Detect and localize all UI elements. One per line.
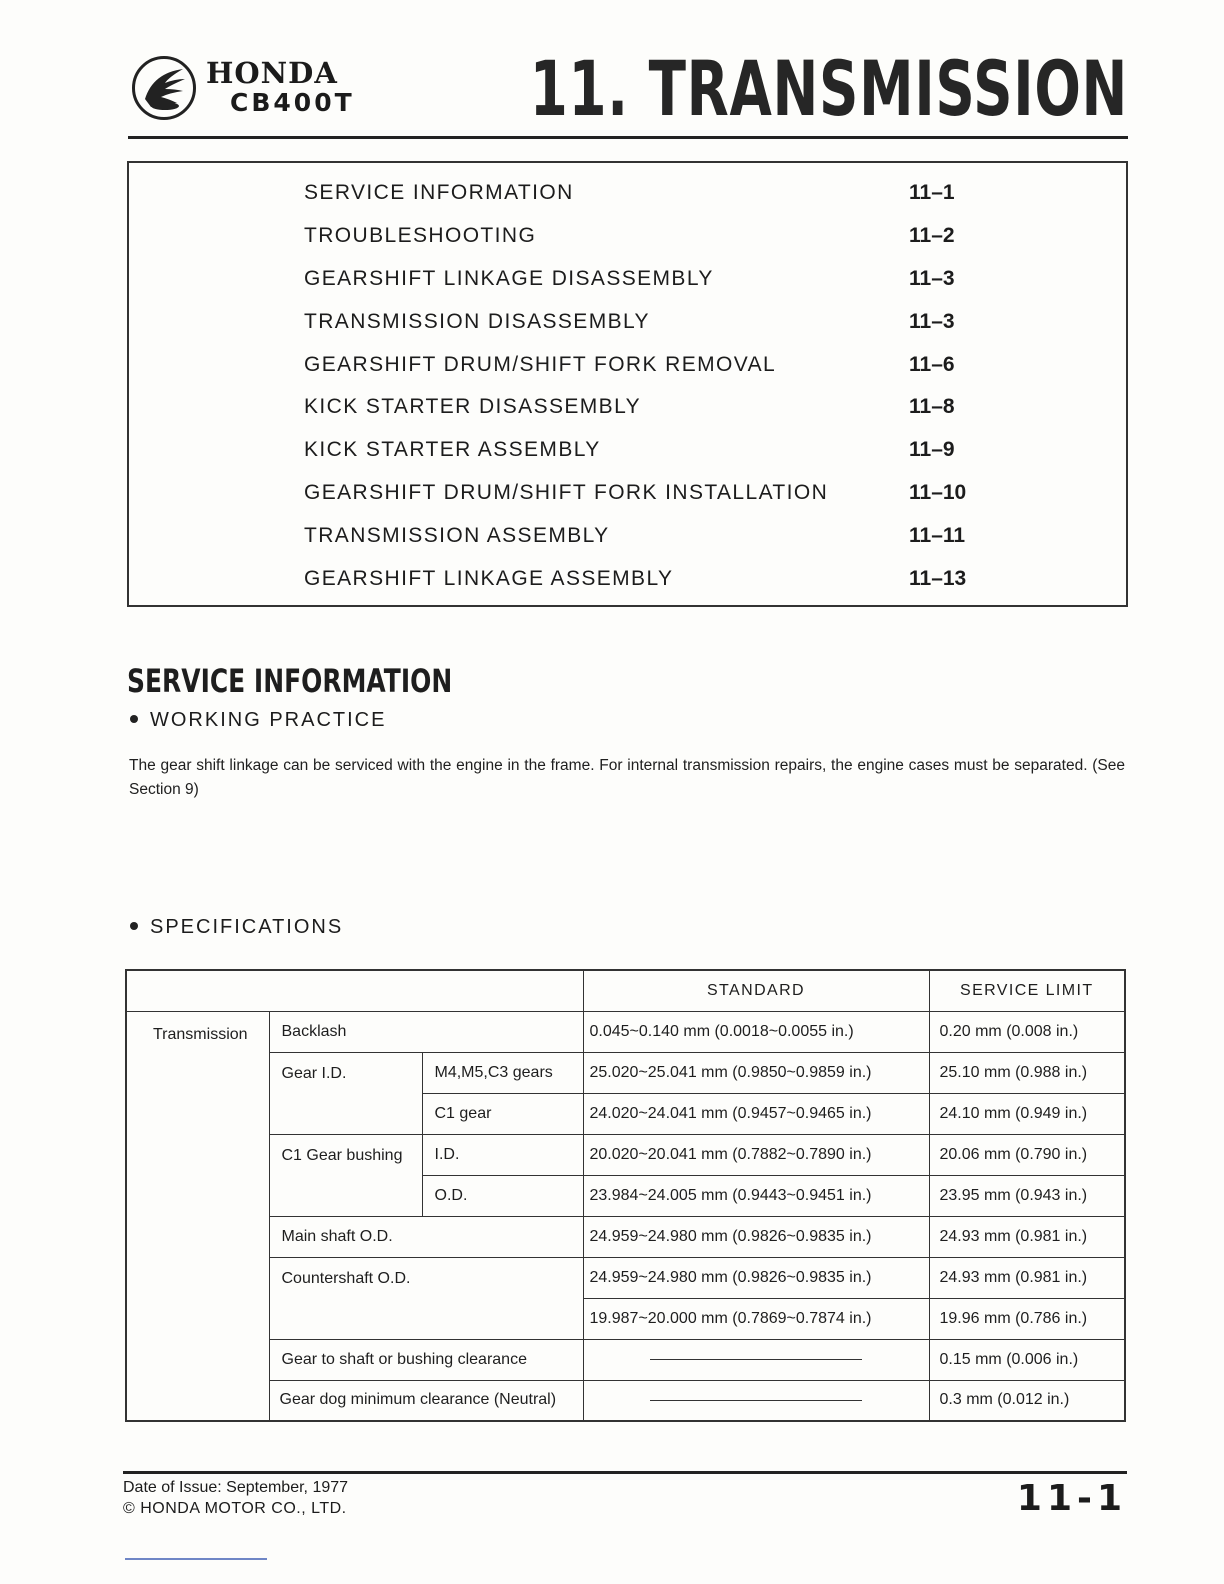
item-cell: Gear I.D. — [269, 1052, 422, 1134]
chapter-title: 11. TRANSMISSION — [529, 44, 1128, 133]
table-row — [126, 1216, 1125, 1257]
table-row — [126, 1134, 1125, 1175]
toc-item-page: 11–8 — [909, 395, 955, 418]
table-row — [126, 1339, 1125, 1380]
working-practice-heading — [130, 709, 386, 732]
standard-cell: 20.020~20.041 mm (0.7882~0.7890 in.) — [583, 1134, 929, 1175]
standard-cell-empty — [583, 1339, 929, 1380]
toc-item[interactable] — [304, 310, 1024, 340]
standard-cell: 25.020~25.041 mm (0.9850~0.9859 in.) — [583, 1052, 929, 1093]
specifications-label: SPECIFICATIONS — [150, 916, 344, 938]
limit-cell: 19.96 mm (0.786 in.) — [929, 1298, 1125, 1339]
toc-item-page: 11–1 — [909, 181, 955, 204]
bullet-icon — [130, 922, 138, 930]
toc-item-title: TRANSMISSION ASSEMBLY — [304, 524, 610, 547]
limit-cell: 0.3 mm (0.012 in.) — [929, 1380, 1125, 1421]
toc-item-title: GEARSHIFT DRUM/SHIFT FORK REMOVAL — [304, 353, 777, 376]
sub-item-cell: I.D. — [422, 1134, 583, 1175]
limit-cell: 25.10 mm (0.988 in.) — [929, 1052, 1125, 1093]
bullet-icon — [130, 715, 138, 723]
toc-item-page: 11–2 — [909, 224, 955, 247]
standard-cell: 0.045~0.140 mm (0.0018~0.0055 in.) — [583, 1011, 929, 1052]
dash-line — [650, 1359, 862, 1361]
sub-item-cell: M4,M5,C3 gears — [422, 1052, 583, 1093]
limit-cell: 24.10 mm (0.949 in.) — [929, 1093, 1125, 1134]
brand-name: HONDA — [206, 56, 338, 90]
dash-line — [650, 1400, 862, 1402]
toc-item[interactable] — [304, 438, 1024, 468]
limit-cell: 0.20 mm (0.008 in.) — [929, 1011, 1125, 1052]
standard-cell: 19.987~20.000 mm (0.7869~0.7874 in.) — [583, 1298, 929, 1339]
item-cell: Gear to shaft or bushing clearance — [269, 1339, 583, 1380]
table-row — [126, 1257, 1125, 1298]
toc-item-title: KICK STARTER DISASSEMBLY — [304, 395, 642, 418]
working-practice-label: WORKING PRACTICE — [150, 709, 387, 731]
section-heading: SERVICE INFORMATION — [127, 662, 453, 700]
item-cell: Gear dog minimum clearance (Neutral) — [269, 1380, 583, 1421]
item-cell: C1 Gear bushing — [269, 1134, 422, 1216]
toc-item-title: GEARSHIFT LINKAGE ASSEMBLY — [304, 567, 674, 590]
toc-item[interactable] — [304, 181, 1024, 211]
sub-item-cell: C1 gear — [422, 1093, 583, 1134]
standard-cell: 24.959~24.980 mm (0.9826~0.9835 in.) — [583, 1257, 929, 1298]
link-underline[interactable] — [125, 1558, 267, 1560]
item-cell: Countershaft O.D. — [269, 1257, 583, 1339]
page-number: 11-1 — [1016, 1478, 1127, 1519]
toc-item[interactable] — [304, 524, 1024, 554]
table-row — [126, 1011, 1125, 1052]
standard-cell: 24.959~24.980 mm (0.9826~0.9835 in.) — [583, 1216, 929, 1257]
toc-item[interactable] — [304, 481, 1024, 511]
header-service-limit: SERVICE LIMIT — [929, 970, 1125, 1011]
standard-cell: 24.020~24.041 mm (0.9457~0.9465 in.) — [583, 1093, 929, 1134]
toc-item-page: 11–9 — [909, 438, 955, 461]
limit-cell: 23.95 mm (0.943 in.) — [929, 1175, 1125, 1216]
toc-item[interactable] — [304, 267, 1024, 297]
category-cell: Transmission — [126, 1011, 269, 1421]
limit-cell: 20.06 mm (0.790 in.) — [929, 1134, 1125, 1175]
table-header-row — [126, 970, 1125, 1011]
model-name: CB400T — [230, 88, 355, 117]
toc-item-page: 11–6 — [909, 353, 955, 376]
standard-cell: 23.984~24.005 mm (0.9443~0.9451 in.) — [583, 1175, 929, 1216]
specifications-table — [125, 969, 1126, 1422]
toc-item-page: 11–13 — [909, 567, 967, 590]
toc-item-title: GEARSHIFT LINKAGE DISASSEMBLY — [304, 267, 714, 290]
copyright: © HONDA MOTOR CO., LTD. — [123, 1500, 347, 1517]
toc-item-title: GEARSHIFT DRUM/SHIFT FORK INSTALLATION — [304, 481, 829, 504]
limit-cell: 24.93 mm (0.981 in.) — [929, 1216, 1125, 1257]
toc-item-page: 11–3 — [909, 267, 955, 290]
limit-cell: 0.15 mm (0.006 in.) — [929, 1339, 1125, 1380]
sub-item-cell: O.D. — [422, 1175, 583, 1216]
header-standard: STANDARD — [583, 970, 929, 1011]
toc-item-title: KICK STARTER ASSEMBLY — [304, 438, 601, 461]
table-of-contents — [127, 161, 1128, 607]
issue-date: Date of Issue: September, 1977 — [123, 1479, 349, 1496]
toc-item-title: SERVICE INFORMATION — [304, 181, 574, 204]
toc-item-page: 11–10 — [909, 481, 967, 504]
toc-item[interactable] — [304, 395, 1024, 425]
footer-divider — [123, 1471, 1127, 1474]
honda-wing-logo-icon — [132, 56, 196, 120]
working-practice-text: The gear shift linkage can be serviced with the engine in the frame. For internal transmission repairs, the engine cases must be separated. (See Section 9) — [129, 757, 1125, 798]
header-blank-cell — [126, 970, 583, 1011]
table-row — [126, 1380, 1125, 1421]
toc-item[interactable] — [304, 567, 1024, 597]
item-cell: Backlash — [269, 1011, 583, 1052]
table-row — [126, 1052, 1125, 1093]
toc-item-page: 11–11 — [909, 524, 966, 547]
header-divider — [128, 136, 1128, 139]
standard-cell-empty — [583, 1380, 929, 1421]
toc-item-title: TRANSMISSION DISASSEMBLY — [304, 310, 650, 333]
limit-cell: 24.93 mm (0.981 in.) — [929, 1257, 1125, 1298]
toc-item[interactable] — [304, 224, 1024, 254]
toc-item-page: 11–3 — [909, 310, 955, 333]
specifications-heading — [130, 916, 343, 939]
item-cell: Main shaft O.D. — [269, 1216, 583, 1257]
toc-item[interactable] — [304, 353, 1024, 383]
toc-item-title: TROUBLESHOOTING — [304, 224, 537, 247]
